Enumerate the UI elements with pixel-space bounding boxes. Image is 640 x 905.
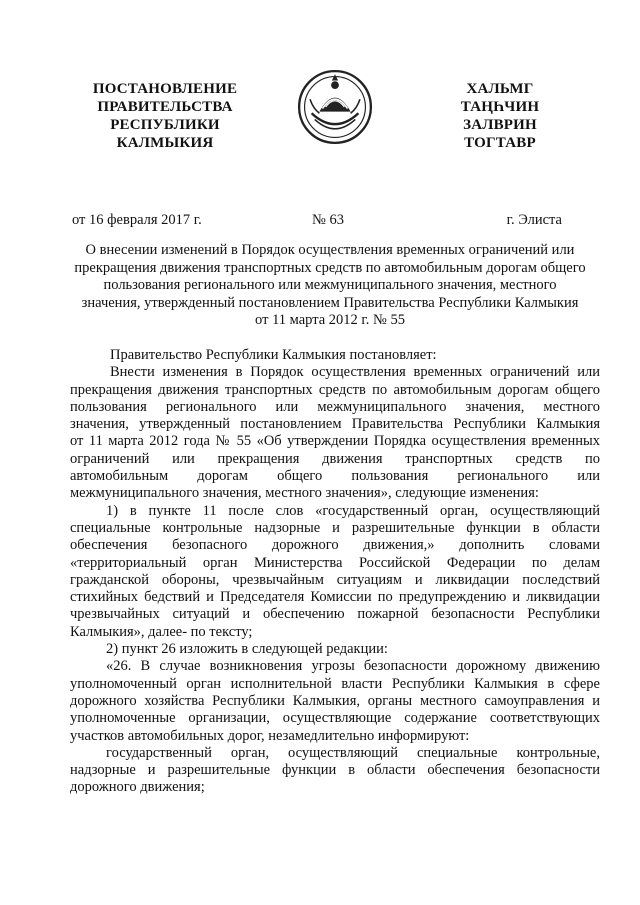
body-line: дорожного хозяйства Республики Калмыкия, органы местного самоуправления и bbox=[70, 692, 600, 709]
header-left-line: КАЛМЫКИЯ bbox=[116, 135, 214, 151]
body-line: ограничений или прекращения движения транспортных средств по bbox=[70, 450, 600, 467]
header-right-line: ТОГТАВР bbox=[464, 135, 536, 151]
body-line: государственный орган, осуществляющий специальные контрольные, bbox=[106, 744, 600, 761]
title-line: прекращения движения транспортных средств по автомобильным дорогам общего bbox=[74, 259, 586, 276]
document-date: от 16 февраля 2017 г. bbox=[72, 212, 202, 228]
header-right-line: ЗАЛВРИН bbox=[463, 117, 537, 133]
body-line: прекращения движения транспортных средств по автомобильным дорогам общего bbox=[70, 381, 600, 398]
body-line: уполномоченный орган исполнительной власти Республики Калмыкия в сфере bbox=[70, 675, 600, 692]
body-line: надзорные и разрешительные функции в области обеспечения безопасности bbox=[70, 762, 600, 779]
body-line: пользования регионального или межмуниципального значения, местного bbox=[70, 398, 600, 415]
body-line: дорожного движения; bbox=[70, 779, 205, 796]
body-line: обеспечения безопасного дорожного движения,» дополнить словами bbox=[70, 537, 600, 554]
body-line: от 11 марта 2012 года № 55 «Об утверждении Порядка осуществления временных bbox=[70, 433, 600, 450]
body-line: чрезвычайных ситуаций и обеспечению пожарной безопасности Республики bbox=[70, 606, 600, 623]
header-left-line: ПОСТАНОВЛЕНИЕ bbox=[92, 81, 238, 97]
body-line: специальные контрольные надзорные и разрешительные функции в области bbox=[70, 519, 600, 536]
body-line: стихийных бедствий и Председателя Комиссии по предупреждению и ликвидации bbox=[70, 589, 600, 606]
title-line: О внесении изменений в Порядок осуществления временных ограничений или bbox=[85, 242, 575, 258]
title-line: значения, утвержденный постановлением Правительства Республики Калмыкия bbox=[81, 294, 579, 311]
document-number: № 63 bbox=[312, 212, 344, 228]
body-line: 2) пункт 26 изложить в следующей редакции: bbox=[106, 641, 388, 658]
header-right-line: ТАҢҺЧИН bbox=[460, 99, 540, 115]
title-line: от 11 марта 2012 г. № 55 bbox=[255, 312, 405, 328]
body-line: значения, утвержденный постановлением Правительства Республики Калмыкия bbox=[70, 416, 600, 433]
document-title bbox=[60, 242, 600, 330]
body-line: автомобильным дорогам общего пользования регионального или bbox=[70, 468, 600, 485]
body-line: гражданской обороны, чрезвычайным ситуациям и ликвидации последствий bbox=[70, 571, 600, 588]
header-right-title bbox=[430, 80, 570, 152]
document-meta bbox=[72, 212, 562, 232]
header-left-line: РЕСПУБЛИКИ bbox=[110, 117, 220, 133]
body-line: межмуниципального значения, местного значения», следующие изменения: bbox=[70, 485, 539, 502]
header-right-line: ХАЛЬМГ bbox=[466, 81, 534, 97]
document-city: г. Элиста bbox=[506, 212, 562, 228]
body-line: участков автомобильных дорог, незамедлительно информируют: bbox=[70, 727, 470, 744]
body-line: Внести изменения в Порядок осуществления временных ограничений или bbox=[110, 364, 600, 381]
header-left-line: ПРАВИТЕЛЬСТВА bbox=[97, 99, 233, 115]
body-line: уполномоченные организации, осуществляющие содержание соответствующих bbox=[70, 710, 600, 727]
header-left-title bbox=[70, 80, 260, 152]
body-line: Правительство Республики Калмыкия постановляет: bbox=[110, 347, 437, 363]
title-line: пользования регионального или межмуниципального значения, местного bbox=[103, 277, 557, 293]
body-line: «территориальный орган Министерства Российской Федерации по делам bbox=[70, 554, 600, 571]
body-line: 1) в пункте 11 после слов «государственный орган, осуществляющий bbox=[106, 502, 600, 519]
kalmykia-coat-of-arms-icon bbox=[296, 68, 374, 146]
body-line: Калмыкия», далее- по тексту; bbox=[70, 623, 253, 640]
document-body bbox=[70, 347, 600, 797]
body-line: «26. В случае возникновения угрозы безопасности дорожному движению bbox=[106, 658, 600, 675]
